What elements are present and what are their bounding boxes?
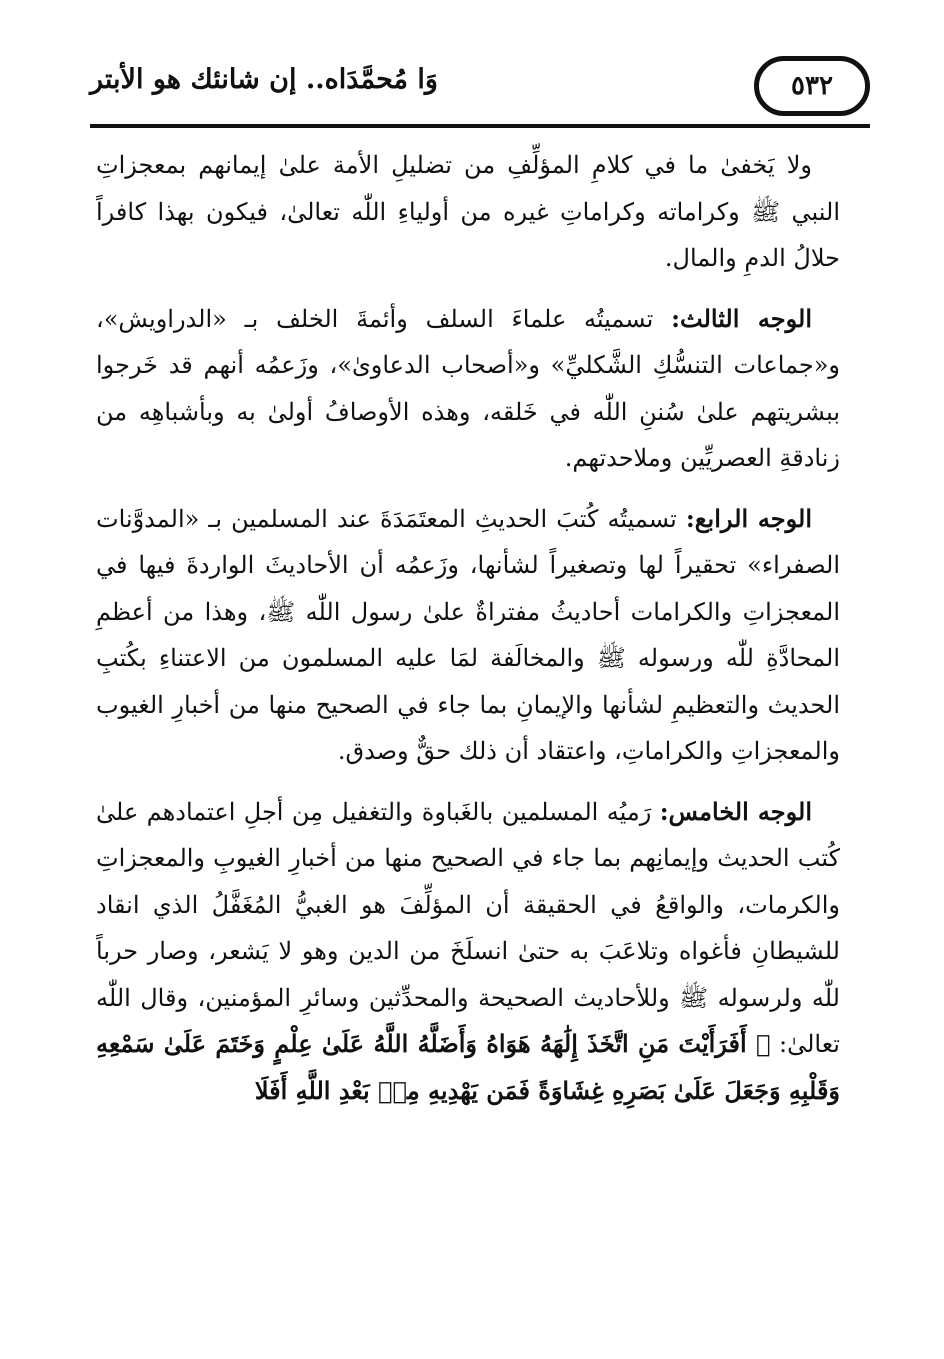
quran-quote: ﴿ أَفَرَأَيْتَ مَنِ اتَّخَذَ إِلَٰهَهُ هَوَاهُ وَأَضَلَّهُ اللَّهُ عَلَىٰ عِلْمٍ وَخَتَمَ عَلَىٰ سَمْعِهِ وَقَلْبِهِ وَجَعَلَ عَلَىٰ بَصَرِهِ غِشَاوَةً فَمَن يَهْدِيهِ مِنۢ بَعْدِ اللَّهِ أَفَلَا — [96, 1029, 840, 1105]
paragraph-text: تسميتُه كُتبَ الحديثِ المعتَمَدَةَ عند المسلمين بـ «المدوَّنات الصفراء» تحقيراً لها وتصغيراً لشأنها، وزَعمُه أن الأحاديثَ الواردةَ فيها في المعجزاتِ والكرامات أحاديثُ مفتراةٌ علىٰ رسول اللّٰه ﷺ، وهذا من أعظمِ المحادَّةِ للّٰه ورسوله ﷺ والمخالَفة لمَا عليه المسلمون من الاعتناءِ بكُتبِ الحديث والتعظيمِ لشأنها والإيمانِ بما جاء في الصحيح منها من أخبارِ الغيوب والمعجزاتِ والكراماتِ، واعتقاد أن ذلك حقٌّ وصدق. — [96, 504, 841, 765]
paragraph-lead: الوجه الثالث: — [671, 303, 812, 333]
running-title: وَا مُحمَّدَاه.. إن شانئك هو الأبتر — [90, 64, 438, 95]
paragraph-text: ولا يَخفىٰ ما في كلامِ المؤلِّفِ من تضليلِ الأمة علىٰ إيمانهم بمعجزاتِ النبي ﷺ وكراماته وكراماتِ غيره من أولياءِ اللّٰه تعالىٰ، فيكون بهذا كافراً حلالُ الدمِ والمال. — [96, 151, 840, 272]
page-header — [90, 56, 870, 128]
paragraph-text: رَميُه المسلمين بالغَباوة والتغفيل مِن أجلِ اعتمادهم علىٰ كُتب الحديث وإيمانِهم بما جاء في الصحيح منها من أخبارِ الغيوبِ والمعجزاتِ والكرمات، والواقعُ في الحقيقة أن المؤلِّفَ هو الغبيُّ المُغَفَّلُ الذي انقاد للشيطانِ فأغواه وتلاعَبَ به حتىٰ انسلَخَ من الدين وهو لا يَشعر، وصار حرباً للّٰه ولرسوله ﷺ وللأحاديث الصحيحة والمحدِّثين وسائرِ المؤمنين، وقال اللّٰه تعالىٰ: — [96, 797, 840, 1058]
page-number: ٥٣٢ — [754, 56, 870, 116]
page-body — [96, 142, 840, 1128]
paragraph-2 — [96, 296, 840, 482]
paragraph-3 — [96, 496, 840, 775]
paragraph-text: تسميتُه علماءَ السلف وأئمةَ الخلف بـ «الدراويش»، و«جماعات التنسُّكِ الشَّكليِّ» و«أصحاب الدعاوىٰ»، وزَعمُه أنهم قد خَرجوا ببشريتهم علىٰ سُننِ اللّٰه في خَلقه، وهذه الأوصافُ أولىٰ به وبأشباهِه من زنادقةِ العصريِّين وملاحدتهم. — [96, 304, 841, 472]
paragraph-4 — [96, 789, 840, 1115]
paragraph-lead: الوجه الخامس: — [659, 796, 812, 826]
paragraph-lead: الوجه الرابع: — [685, 503, 813, 533]
header-rule — [90, 124, 870, 128]
paragraph-1 — [96, 142, 840, 282]
